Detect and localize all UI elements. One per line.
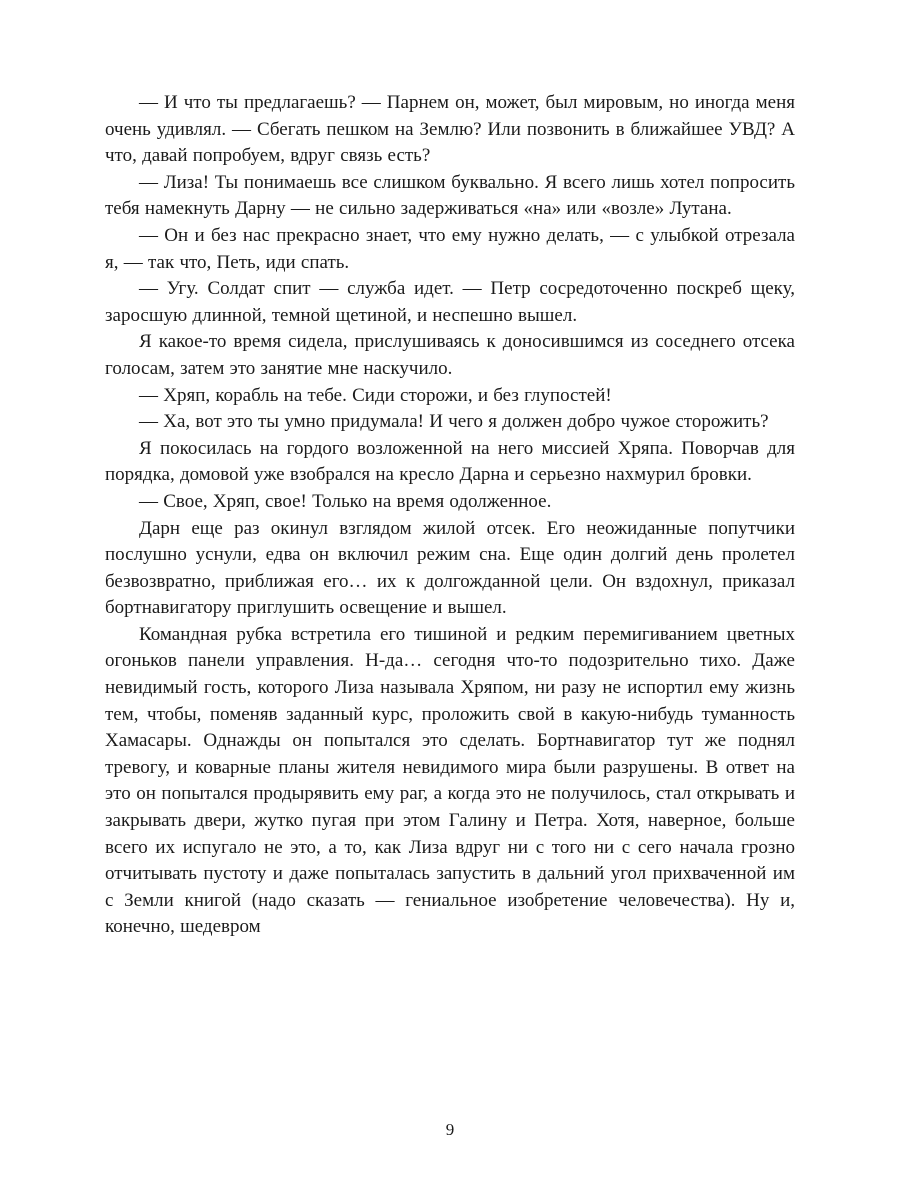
paragraph: — Угу. Солдат спит — служба идет. — Петр сосредоточенно поскреб щеку, заросшую длинной, темной щетиной, и неспешно вышел. bbox=[105, 278, 795, 326]
paragraph: — Свое, Хряп, свое! Только на время одолженное. bbox=[139, 490, 552, 512]
paragraph: Дарн еще раз окинул взглядом жилой отсек. Его неожиданные попутчики послушно уснули, едва он включил режим сна. Еще один долгий день пролетел безвозвратно, приближая его… их к долгожданной цели. Он вздохнул, приказал бортнавигатору приглушить освещение и вышел. bbox=[105, 517, 795, 619]
paragraph: Я покосилась на гордого возложенной на него миссией Хряпа. Поворчав для порядка, домовой уже взобрался на кресло Дарна и серьезно нахмурил бровки. bbox=[105, 437, 795, 486]
page-number: 9 bbox=[445, 1120, 455, 1139]
page-text bbox=[105, 90, 795, 941]
paragraph: — И что ты предлагаешь? — Парнем он, может, был мировым, но иногда меня очень удивлял. — Сбегать пешком на Землю? Или позвонить в ближайшее УВД? А что, давай попробуем, вдруг связь есть? bbox=[105, 92, 795, 167]
paragraph: — Хряп, корабль на тебе. Сиди сторожи, и без глупостей! bbox=[139, 384, 612, 406]
paragraph: Я какое-то время сидела, прислушиваясь к доносившимся из соседнего отсека голосам, затем это занятие мне наскучило. bbox=[105, 331, 795, 379]
paragraph: Командная рубка встретила его тишиной и редким перемигиванием цветных огоньков панели управления. Н-да… сегодня что-то подозрительно тихо. Даже невидимый гость, которого Лиза называла Хряпом, ни разу не испортил ему жизнь тем, чтобы, поменяв заданный курс, проложить свой в какую-нибудь туманность Хамасары. Однажды он попытался это сделать. Бортнавигатор тут же поднял тревогу, и коварные планы жителя невидимого мира были разрушены. В ответ на это он попытался продырявить ему раг, а когда это не получилось, стал открывать и закрывать двери, жутко пугая при этом Галину и Петра. Хотя, наверное, больше всего их испугало не это, а то, как Лиза вдруг ни с того ни с сего начала грозно отчитывать пустоту и даже попыталась запустить в дальний угол прихваченной им с Земли книгой (надо сказать — гениальное изобретение человечества). Ну и, конечно, шедевром bbox=[105, 623, 795, 938]
paragraph: — Он и без нас прекрасно знает, что ему нужно делать, — с улыбкой отрезала я, — так что, Петь, иди спать. bbox=[105, 224, 795, 273]
paragraph: — Лиза! Ты понимаешь все слишком буквально. Я всего лишь хотел попросить тебя намекнуть Дарну — не сильно задерживаться «на» или «возле» Лутана. bbox=[105, 171, 795, 220]
paragraph: — Ха, вот это ты умно придумала! И чего я должен добро чужое сторожить? bbox=[139, 411, 769, 433]
